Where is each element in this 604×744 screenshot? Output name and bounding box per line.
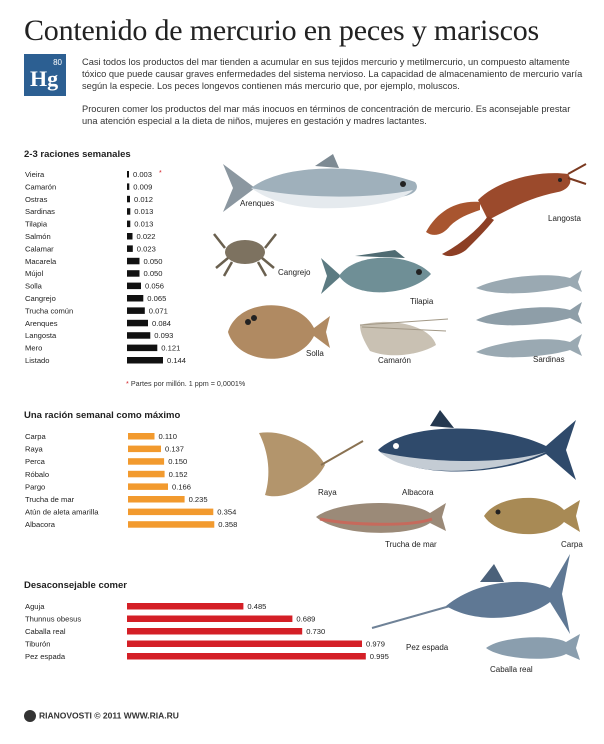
bar [127,653,366,660]
bar [127,171,129,178]
value-label: 0.358 [218,520,238,530]
bar [128,471,165,478]
bar [127,345,157,352]
bar [128,496,185,503]
bar [127,616,292,623]
value-label: 0.003 [133,170,153,179]
category-label: Albacora [25,520,55,530]
value-label: 0.689 [296,614,316,624]
value-label: 0.071 [148,306,168,316]
category-label: Solla [25,281,42,291]
bar [127,233,133,240]
bar [127,320,148,327]
value-label: 0.013 [134,219,154,229]
bar [127,208,130,215]
value-label: 0.235 [188,495,208,504]
footer-copyright: © 2011 WWW.RIA.RU [94,710,179,721]
king-mackerel-illustration [482,630,582,665]
category-label: Mújol [25,269,44,279]
bar [127,283,141,290]
bar [128,483,168,490]
category-label: Thunnus obesus [25,614,82,624]
plaice-illustration [218,292,333,372]
category-label: Camarón [25,182,57,192]
caption-albacora: Albacora [402,488,434,497]
caption-trucha: Trucha de mar [385,540,437,549]
bar [127,295,143,302]
bar [127,258,140,265]
category-label: Vieira [25,170,45,179]
caption-arenques: Arenques [240,199,275,208]
category-label: Langosta [25,331,57,341]
value-label: 0.354 [217,507,237,517]
footnote-text: Partes por millón. 1 ppm = 0,0001% [130,379,246,388]
bar [128,433,155,440]
bar [127,357,163,364]
value-label: 0.050 [143,269,163,279]
value-label: 0.730 [306,627,326,636]
caption-tilapia: Tilapia [410,297,434,306]
sea-trout-illustration [310,495,450,540]
tilapia-illustration [315,248,435,303]
element-symbol: Hg [30,66,59,91]
albacore-illustration [370,410,580,490]
category-label: Tilapia [25,219,48,229]
category-label: Trucha común [25,306,74,316]
category-label: Trucha de mar [25,495,75,504]
bar [127,270,140,277]
value-label: 0.485 [247,602,267,611]
value-label: 0.110 [158,432,177,441]
bar [128,509,213,515]
value-label: 0.013 [134,207,154,217]
caption-caballa: Caballa real [490,665,533,674]
bar [127,307,145,314]
category-label: Ostras [25,194,48,204]
category-label: Arenques [25,318,58,328]
category-label: Pargo [25,482,46,492]
category-label: Atún de aleta amarilla [25,507,99,517]
bar [128,521,214,528]
atomic-number: 80 [53,58,62,67]
value-label: 0.023 [136,244,156,254]
category-label: Cangrejo [25,294,56,303]
value-footnote-star: * [159,170,162,177]
bar [127,196,130,203]
bar [127,221,130,228]
category-label: Mero [25,343,43,353]
category-label: Salmón [25,232,51,241]
category-label: Calamar [25,244,54,254]
footer-credit [24,710,179,722]
value-label: 0.009 [133,182,153,192]
value-label: 0.979 [366,639,386,649]
intro-paragraph-1: Casi todos los productos del mar tienden a acumular en sus tejidos mercurio y metilmercurio, un compuesto altamente tóxico que puede causar graves enfermedades del sistema nervioso. La capacidad de almacenamiento de mercurio varía según la especie. Los peces longevos contienen más mercurio que, por ejemplo, moluscos. [82,57,583,92]
caption-cangrejo: Cangrejo [278,268,311,277]
bar [127,332,150,339]
caption-solla: Solla [306,349,324,358]
value-label: 0.995 [369,652,389,661]
herring-illustration [215,152,425,222]
value-label: 0.144 [167,356,187,365]
ray-illustration [255,425,365,505]
bar [127,628,302,635]
value-label: 0.050 [143,256,163,266]
value-label: 0.084 [152,318,172,328]
value-label: 0.065 [147,294,167,303]
value-label: 0.012 [134,194,154,204]
caption-langosta: Langosta [548,214,581,223]
section-title-3: Desaconsejable comer [24,580,127,591]
value-label: 0.166 [172,482,192,492]
category-label: Listado [25,356,50,365]
category-label: Carpa [25,432,46,441]
value-label: 0.152 [168,469,188,479]
caption-pez-espada: Pez espada [406,643,449,652]
category-label: Tiburón [25,639,51,649]
category-label: Perca [25,457,45,467]
footnote-star: * [126,379,129,388]
caption-raya: Raya [318,488,337,497]
section-title-1: 2-3 raciones semanales [24,149,131,160]
page-title: Contenido de mercurio en peces y mariscos [24,14,539,47]
value-label: 0.121 [161,343,181,353]
value-label: 0.022 [136,232,156,241]
bar [127,603,243,610]
category-label: Róbalo [25,469,50,479]
value-label: 0.150 [168,457,188,467]
category-label: Aguja [25,602,45,611]
footer-brand: RIANOVOSTI [39,710,92,721]
value-label: 0.056 [145,281,165,291]
caption-carpa: Carpa [561,540,583,549]
bar [127,641,362,648]
category-label: Macarela [25,256,57,266]
crab-illustration [210,222,280,282]
bar [127,245,133,252]
section-title-2: Una ración semanal como máximo [24,410,181,421]
ria-novosti-logo-icon [24,710,36,722]
bar [128,446,161,453]
sardines-illustration [470,258,585,373]
category-label: Raya [25,444,43,454]
intro-paragraph-2: Procuren comer los productos del mar más inocuos en términos de concentración de mercurio. Es aconsejable prestar una atención especial a la dieta de niños, mujeres en gestación y madres lactantes. [82,104,571,127]
category-label: Caballa real [25,627,66,636]
carp-illustration [478,490,583,540]
units-footnote [126,379,245,388]
lobster-illustration [418,160,588,260]
value-label: 0.093 [154,331,174,341]
bar [128,458,164,465]
category-label: Sardinas [25,207,55,217]
category-label: Pez espada [25,652,66,661]
bar [127,183,129,190]
caption-camaron: Camarón [378,356,411,365]
caption-sardinas: Sardinas [533,355,565,364]
value-label: 0.137 [165,444,185,454]
